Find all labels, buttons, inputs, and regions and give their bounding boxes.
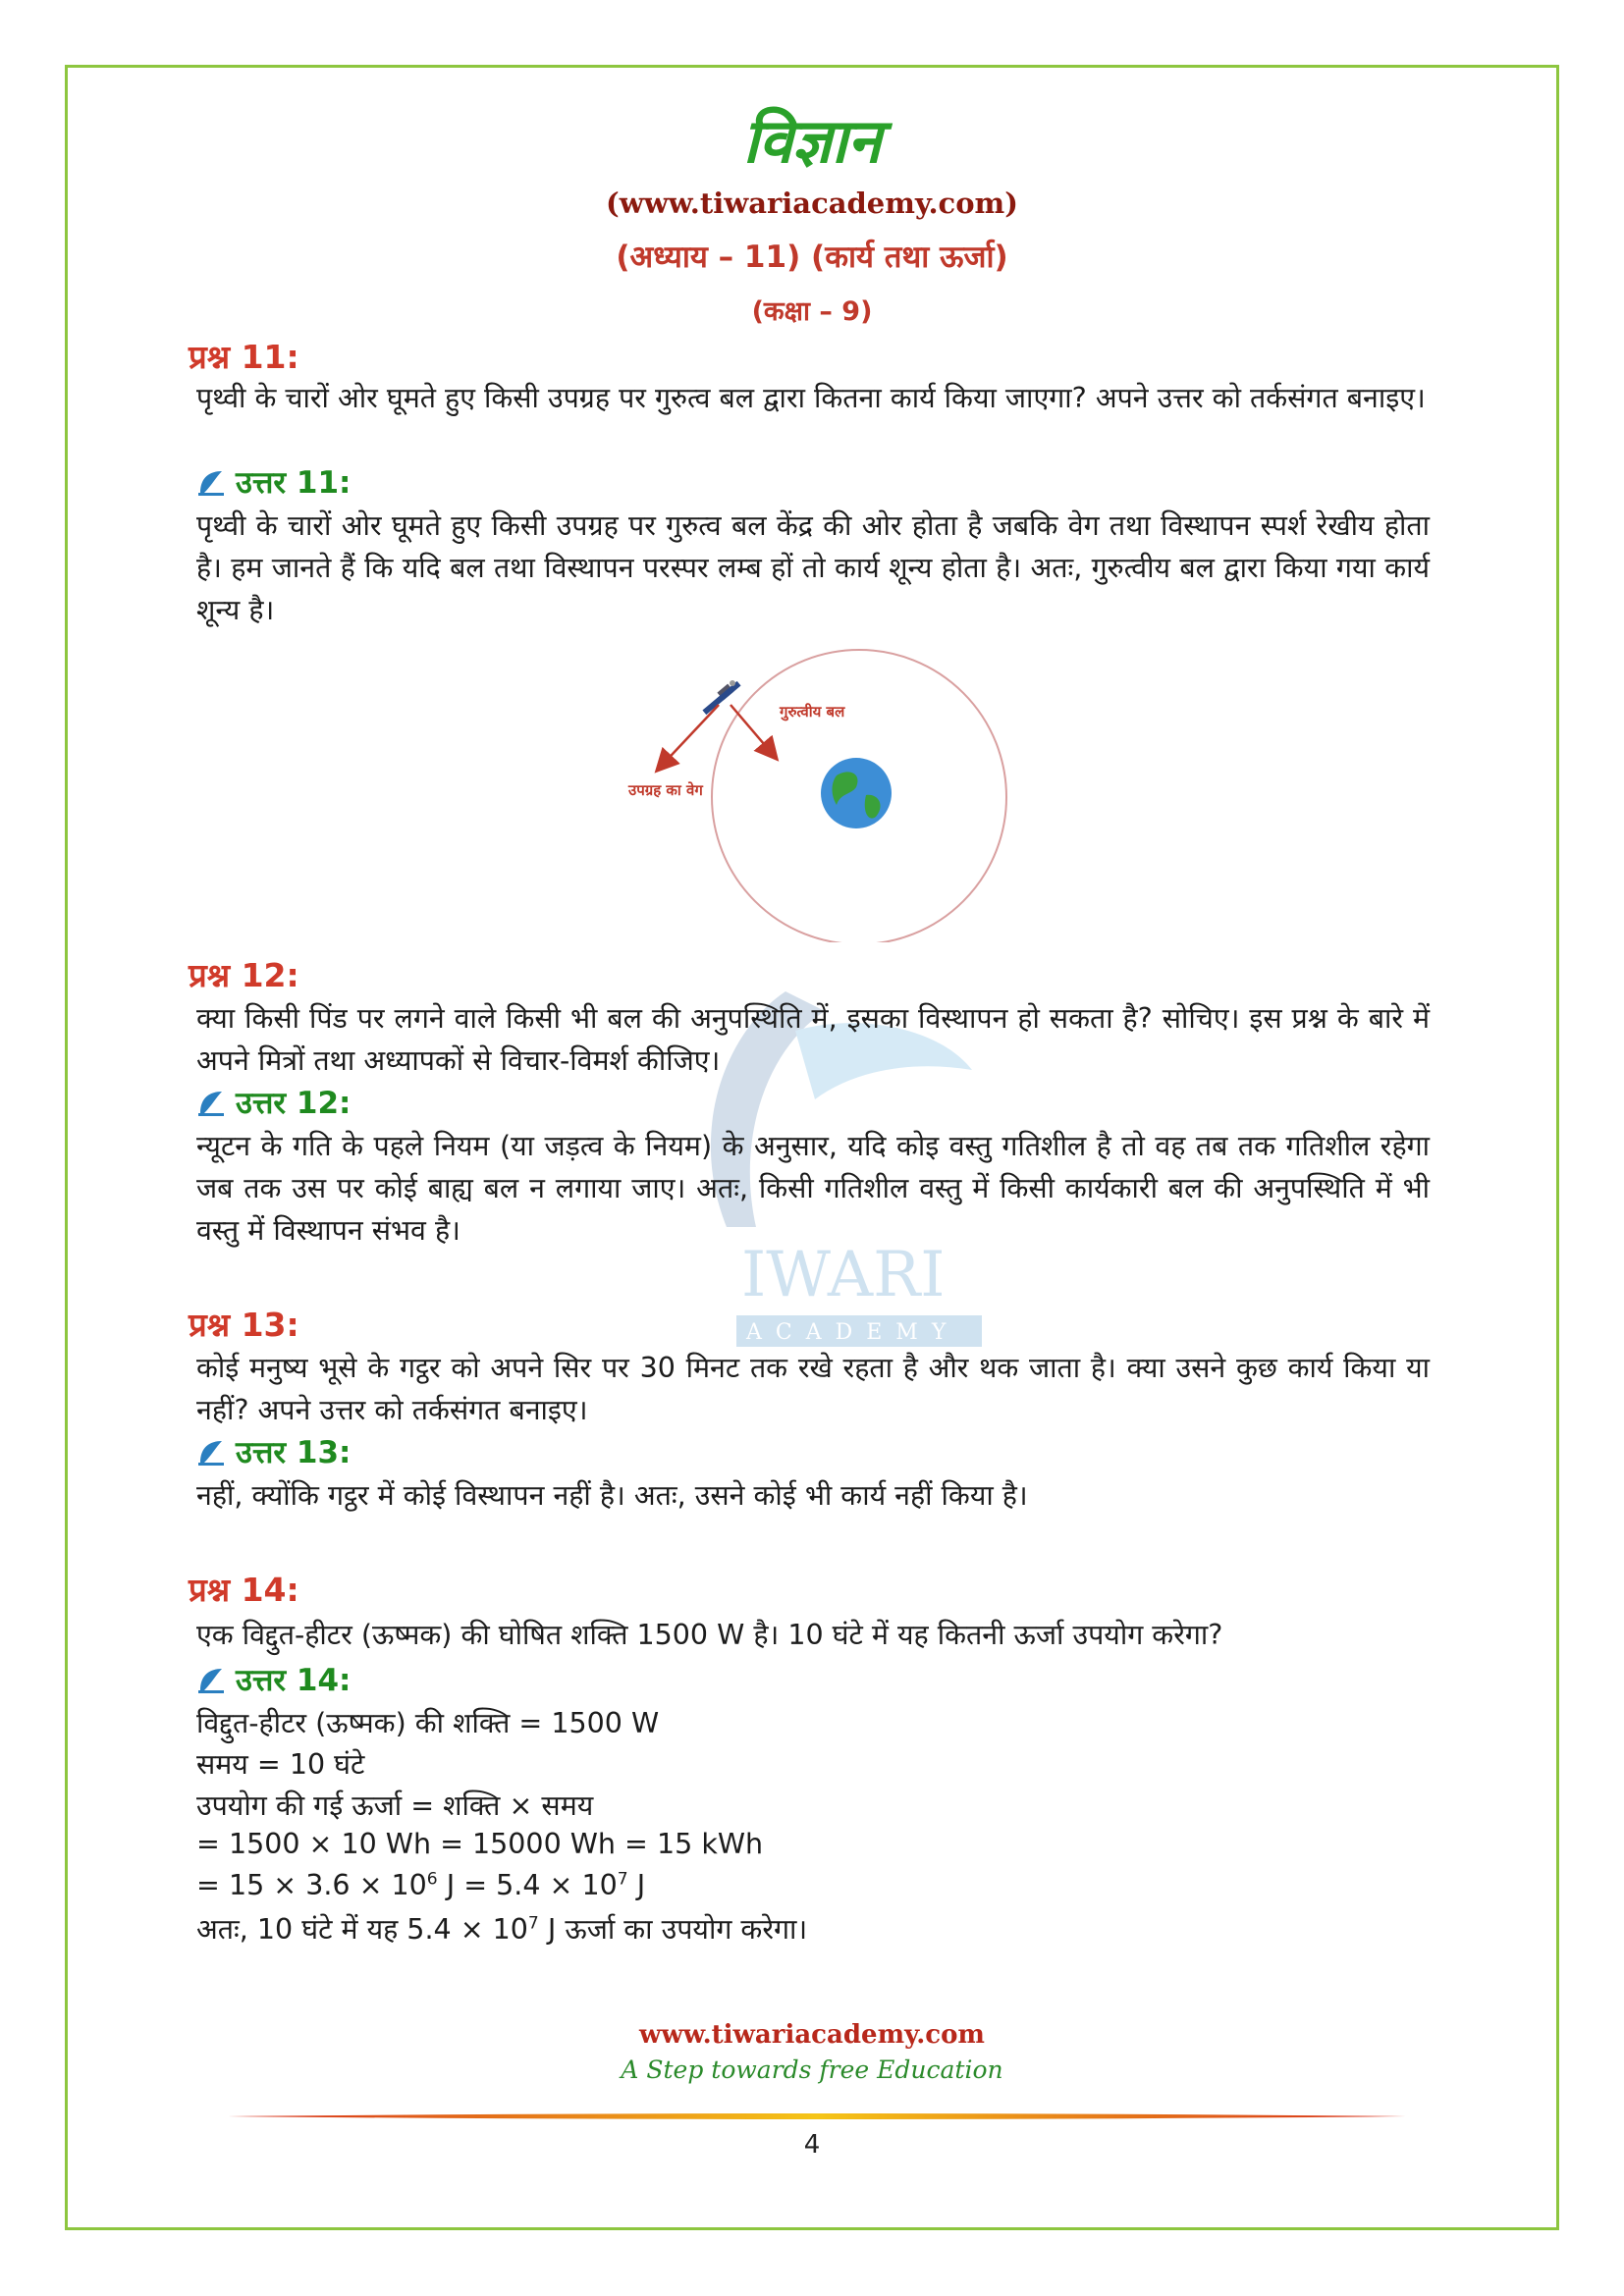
gravity-arrow [731, 705, 776, 758]
chapter-heading: (अध्याय – 11) (कार्य तथा ऊर्जा) [616, 240, 1008, 275]
answer-14-conclusion: अतः, 10 घंटे में यह $5.4 \times 10^7$ J ऊर्जा का उपयोग करेगा। [196, 1913, 808, 1946]
answer-11-label-text: उत्तर 11: [236, 465, 352, 501]
answer-12-label [196, 1082, 351, 1123]
answer-12-text: न्यूटन के गति के पहले नियम (या जड़त्व के नियम) के अनुसार, यदि कोइ वस्तु गतिशील है तो वह तब तक गतिशील रहेगा जब तक उस पर कोई बाह्य बल न लगाया जाए। अतः, किसी गतिशील वस्तु में किसी कार्यकारी बल की अनुपस्थिति में भी वस्तु में विस्थापन संभव है। [196, 1130, 1430, 1247]
answer-logo-icon [196, 1665, 226, 1694]
footer-divider [228, 2112, 1406, 2120]
watermark-brand: IWARI [741, 1239, 946, 1311]
footer-website: www.tiwariacademy.com [639, 2020, 985, 2050]
gravity-label: गुरुत्वीय बल [780, 703, 845, 721]
velocity-arrow [658, 705, 719, 770]
earth-icon [821, 758, 892, 828]
class-heading: (कक्षा – 9) [751, 296, 873, 327]
answer-logo-icon [196, 467, 226, 497]
question-11-label: प्रश्न 11: [189, 338, 299, 376]
answer-11-label [196, 461, 351, 503]
answer-13-label [196, 1431, 351, 1472]
watermark-sub: ACADEMY [746, 1320, 960, 1345]
question-11-text: पृथ्वी के चारों ओर घूमते हुए किसी उपग्रह पर गुरुत्व बल द्वारा कितना कार्य किया जाएगा? अपने उत्तर को तर्कसंगत बनाइए। [196, 382, 1426, 414]
answer-12-label-text: उत्तर 12: [236, 1086, 352, 1121]
answer-14-line-3: उपयोग की गई ऊर्जा = शक्ति × समय [196, 1789, 594, 1822]
question-14-text: एक विद्दुत-हीटर (ऊष्मक) की घोषित शक्ति 1500 W है। 10 घंटे में यह कितनी ऊर्जा उपयोग करेगा? [196, 1619, 1223, 1651]
question-13-text: कोई मनुष्य भूसे के गट्ठर को अपने सिर पर 30 मिनट तक रखे रहता है और थक जाता है। क्या उसने कुछ कार्य किया या नहीं? अपने उत्तर को तर्कसंगत बनाइए। [196, 1352, 1430, 1426]
header-website: (www.tiwariacademy.com) [606, 187, 1018, 220]
footer-tagline: A Step towards free Education [621, 2056, 1003, 2084]
page-number: 4 [803, 2130, 821, 2160]
answer-logo-icon [196, 1437, 226, 1467]
answer-logo-icon [196, 1088, 226, 1117]
question-12-text: क्या किसी पिंड पर लगने वाले किसी भी बल की अनुपस्थिति में, इसका विस्थापन हो सकता है? सोचिए। इस प्रश्न के बारे में अपने मित्रों तथा अध्यापकों से विचार-विमर्श कीजिए। [196, 1002, 1430, 1077]
question-13-label: प्रश्न 13: [189, 1306, 299, 1344]
velocity-label: उपग्रह का वेग [628, 781, 703, 799]
page-title: विज्ञान [742, 105, 882, 177]
answer-13-label-text: उत्तर 13: [236, 1435, 352, 1470]
question-14-label: प्रश्न 14: [189, 1571, 299, 1609]
answer-14-label-text: उत्तर 14: [236, 1663, 352, 1698]
answer-14-line-4: = 1500 × 10 Wh = 15000 Wh = 15 kWh [196, 1828, 764, 1860]
answer-14-line-5: = $15 \times 3.6 \times 10^6$ $J = 5.4 \times 10^7$ J [196, 1869, 646, 1901]
answer-14-label [196, 1659, 351, 1700]
question-12-label: प्रश्न 12: [189, 956, 299, 994]
answer-14-line-2: समय = 10 घंटे [196, 1748, 365, 1781]
answer-14-line-1: विद्दुत-हीटर (ऊष्मक) की शक्ति = 1500 W [196, 1707, 660, 1739]
answer-11-text: पृथ्वी के चारों ओर घूमते हुए किसी उपग्रह पर गुरुत्व बल केंद्र की ओर होता है जबकि वेग तथा विस्थापन स्पर्श रेखीय होता है। हम जानते हैं कि यदि बल तथा विस्थापन परस्पर लम्ब हों तो कार्य शून्य होता है। अतः, गुरुत्वीय बल द्वारा किया गया कार्य शून्य है। [196, 509, 1430, 626]
answer-13-text: नहीं, क्योंकि गट्ठर में कोई विस्थापन नहीं है। अतः, उसने कोई भी कार्य नहीं किया है। [196, 1479, 1028, 1512]
satellite-orbit-diagram [609, 648, 1021, 942]
